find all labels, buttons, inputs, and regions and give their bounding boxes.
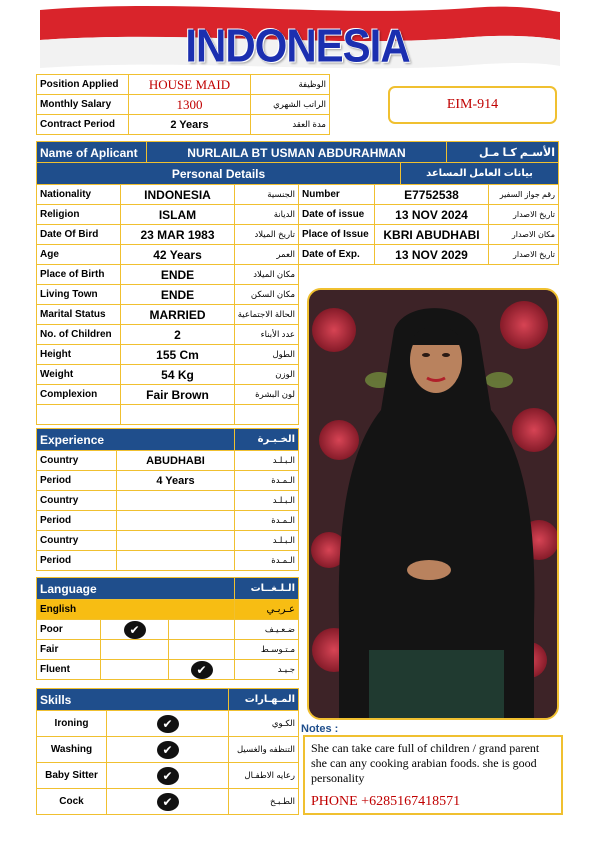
personal-row <box>37 225 299 245</box>
notes-title: Notes : <box>301 723 339 735</box>
language-english-label: English <box>37 600 235 620</box>
passport-label: Date of Exp. <box>299 245 375 265</box>
experience-ar: الـمـدة <box>235 511 299 531</box>
experience-row <box>37 451 299 471</box>
personal-label: Religion <box>37 205 121 225</box>
contract-ar: مدة العقد <box>251 115 330 135</box>
skill-row <box>37 789 299 815</box>
check-icon: ✔ <box>157 741 179 759</box>
personal-ar: الوزن <box>235 365 299 385</box>
check-icon: ✔ <box>157 767 179 785</box>
personal-details-ar: بيانات العامل المساعد <box>401 163 559 185</box>
skill-ar: الكـوي <box>229 711 299 737</box>
experience-ar: الـبـلـد <box>235 491 299 511</box>
job-row-contract <box>37 115 330 135</box>
passport-row <box>299 225 559 245</box>
passport-ar: رقم جواز السفير <box>489 185 559 205</box>
job-table <box>36 74 330 135</box>
experience-row <box>37 511 299 531</box>
passport-row <box>299 185 559 205</box>
skills-header: Skills <box>37 689 229 711</box>
contract-value: 2 Years <box>129 115 251 135</box>
language-level-label: Fair <box>37 640 101 660</box>
experience-row <box>37 531 299 551</box>
skills-header-ar: المـهـارات <box>229 689 299 711</box>
notes-box <box>303 735 563 815</box>
position-value: HOUSE MAID <box>129 75 251 95</box>
personal-value: Fair Brown <box>121 385 235 405</box>
photo-illustration <box>309 290 559 720</box>
personal-ar: لون البشرة <box>235 385 299 405</box>
check-icon: ✔ <box>157 793 179 811</box>
personal-label: No. of Children <box>37 325 121 345</box>
experience-ar: الـبـلـد <box>235 531 299 551</box>
experience-label: Country <box>37 491 117 511</box>
experience-value <box>117 511 235 531</box>
personal-table <box>36 184 299 425</box>
language-level-ar: مـتـوسـط <box>235 640 299 660</box>
experience-ar: الـبـلـد <box>235 451 299 471</box>
language-level-label: Poor <box>37 620 101 640</box>
personal-row <box>37 305 299 325</box>
passport-ar: تاريخ الاصدار <box>489 205 559 225</box>
position-label: Position Applied <box>37 75 129 95</box>
experience-value <box>117 531 235 551</box>
skill-label: Cock <box>37 789 107 815</box>
salary-ar: الراتب الشهري <box>251 95 330 115</box>
applicant-ar: الأسـم كـا مـل <box>447 142 559 164</box>
skill-label: Baby Sitter <box>37 763 107 789</box>
passport-value: E7752538 <box>375 185 489 205</box>
position-ar: الوظيفة <box>251 75 330 95</box>
check-icon: ✔ <box>191 661 213 679</box>
personal-value: ENDE <box>121 285 235 305</box>
personal-value: 23 MAR 1983 <box>121 225 235 245</box>
personal-ar: مكان الميلاد <box>235 265 299 285</box>
personal-row <box>37 185 299 205</box>
job-row-salary <box>37 95 330 115</box>
passport-label: Date of issue <box>299 205 375 225</box>
experience-value: ABUDHABI <box>117 451 235 471</box>
passport-ar: مكان الاصدار <box>489 225 559 245</box>
salary-value: 1300 <box>129 95 251 115</box>
passport-row <box>299 245 559 265</box>
passport-row <box>299 205 559 225</box>
check-icon: ✔ <box>157 715 179 733</box>
notes-text: She can take care full of children / grand parent she can any cooking arabian foods. she is good personality <box>311 741 540 785</box>
personal-value: 2 <box>121 325 235 345</box>
salary-label: Monthly Salary <box>37 95 129 115</box>
language-table <box>36 577 299 680</box>
skill-row <box>37 737 299 763</box>
experience-label: Period <box>37 511 117 531</box>
applicant-label: Name of Aplicant <box>37 142 147 164</box>
job-row-position <box>37 75 330 95</box>
experience-label: Period <box>37 551 117 571</box>
passport-value: 13 NOV 2029 <box>375 245 489 265</box>
language-arabic-label: عـربـي <box>235 600 299 620</box>
personal-ar: الجنسية <box>235 185 299 205</box>
page-title: INDONESIA <box>185 19 410 72</box>
personal-details-header <box>36 162 559 185</box>
personal-row <box>37 345 299 365</box>
skill-label: Washing <box>37 737 107 763</box>
personal-row <box>37 205 299 225</box>
personal-value: ENDE <box>121 265 235 285</box>
personal-label: Nationality <box>37 185 121 205</box>
personal-label: Date Of Bird <box>37 225 121 245</box>
personal-ar: الحالة الاجتماعية <box>235 305 299 325</box>
personal-row-empty <box>37 405 299 425</box>
language-header-ar: الـلـغــات <box>235 578 299 600</box>
experience-value: 4 Years <box>117 471 235 491</box>
experience-value <box>117 491 235 511</box>
personal-ar: الديانة <box>235 205 299 225</box>
experience-row <box>37 551 299 571</box>
personal-ar: العمر <box>235 245 299 265</box>
personal-ar: عدد الأبناء <box>235 325 299 345</box>
language-row-fair <box>37 640 299 660</box>
phone-number: PHONE +6285167418571 <box>311 794 461 809</box>
experience-header-ar: الخـبـرة <box>235 429 299 451</box>
applicant-name: NURLAILA BT USMAN ABDURAHMAN <box>147 142 447 164</box>
skill-ar: الطـبـخ <box>229 789 299 815</box>
applicant-photo <box>307 288 559 720</box>
personal-value: MARRIED <box>121 305 235 325</box>
personal-ar: مكان السكن <box>235 285 299 305</box>
personal-row <box>37 285 299 305</box>
passport-table <box>298 184 559 265</box>
skill-row <box>37 711 299 737</box>
language-level-label: Fluent <box>37 660 101 680</box>
skill-label: Ironing <box>37 711 107 737</box>
personal-row <box>37 365 299 385</box>
personal-row <box>37 325 299 345</box>
personal-details-label: Personal Details <box>37 163 401 185</box>
skill-ar: التنظفه والغسيل <box>229 737 299 763</box>
personal-value: ISLAM <box>121 205 235 225</box>
personal-value: 54 Kg <box>121 365 235 385</box>
passport-ar: تاريخ الاصدار <box>489 245 559 265</box>
experience-ar: الـمـدة <box>235 551 299 571</box>
check-icon: ✔ <box>124 621 146 639</box>
experience-ar: الـمـدة <box>235 471 299 491</box>
personal-label: Complexion <box>37 385 121 405</box>
personal-label: Weight <box>37 365 121 385</box>
language-header: Language <box>37 578 235 600</box>
personal-ar: تاريخ الميلاد <box>235 225 299 245</box>
experience-label: Period <box>37 471 117 491</box>
applicant-name-bar <box>36 141 559 164</box>
personal-value: INDONESIA <box>121 185 235 205</box>
experience-label: Country <box>37 451 117 471</box>
experience-header: Experience <box>37 429 235 451</box>
personal-ar: الطول <box>235 345 299 365</box>
personal-row <box>37 265 299 285</box>
personal-row <box>37 245 299 265</box>
skill-ar: رعايه الاطفـال <box>229 763 299 789</box>
language-row-poor <box>37 620 299 640</box>
language-level-ar: جـيـد <box>235 660 299 680</box>
language-row-fluent <box>37 660 299 680</box>
personal-label: Place of Birth <box>37 265 121 285</box>
experience-table <box>36 428 299 571</box>
personal-label: Height <box>37 345 121 365</box>
reference-code: EIM-914 <box>388 86 557 124</box>
passport-label: Place of Issue <box>299 225 375 245</box>
personal-label: Living Town <box>37 285 121 305</box>
passport-value: 13 NOV 2024 <box>375 205 489 225</box>
experience-label: Country <box>37 531 117 551</box>
experience-value <box>117 551 235 571</box>
personal-value: 155 Cm <box>121 345 235 365</box>
personal-value: 42 Years <box>121 245 235 265</box>
passport-value: KBRI ABUDHABI <box>375 225 489 245</box>
personal-label: Age <box>37 245 121 265</box>
experience-row <box>37 491 299 511</box>
skill-row <box>37 763 299 789</box>
contract-label: Contract Period <box>37 115 129 135</box>
personal-label: Marital Status <box>37 305 121 325</box>
language-level-ar: ضـعـيـف <box>235 620 299 640</box>
skills-table <box>36 688 299 815</box>
personal-row <box>37 385 299 405</box>
passport-label: Number <box>299 185 375 205</box>
experience-row <box>37 471 299 491</box>
